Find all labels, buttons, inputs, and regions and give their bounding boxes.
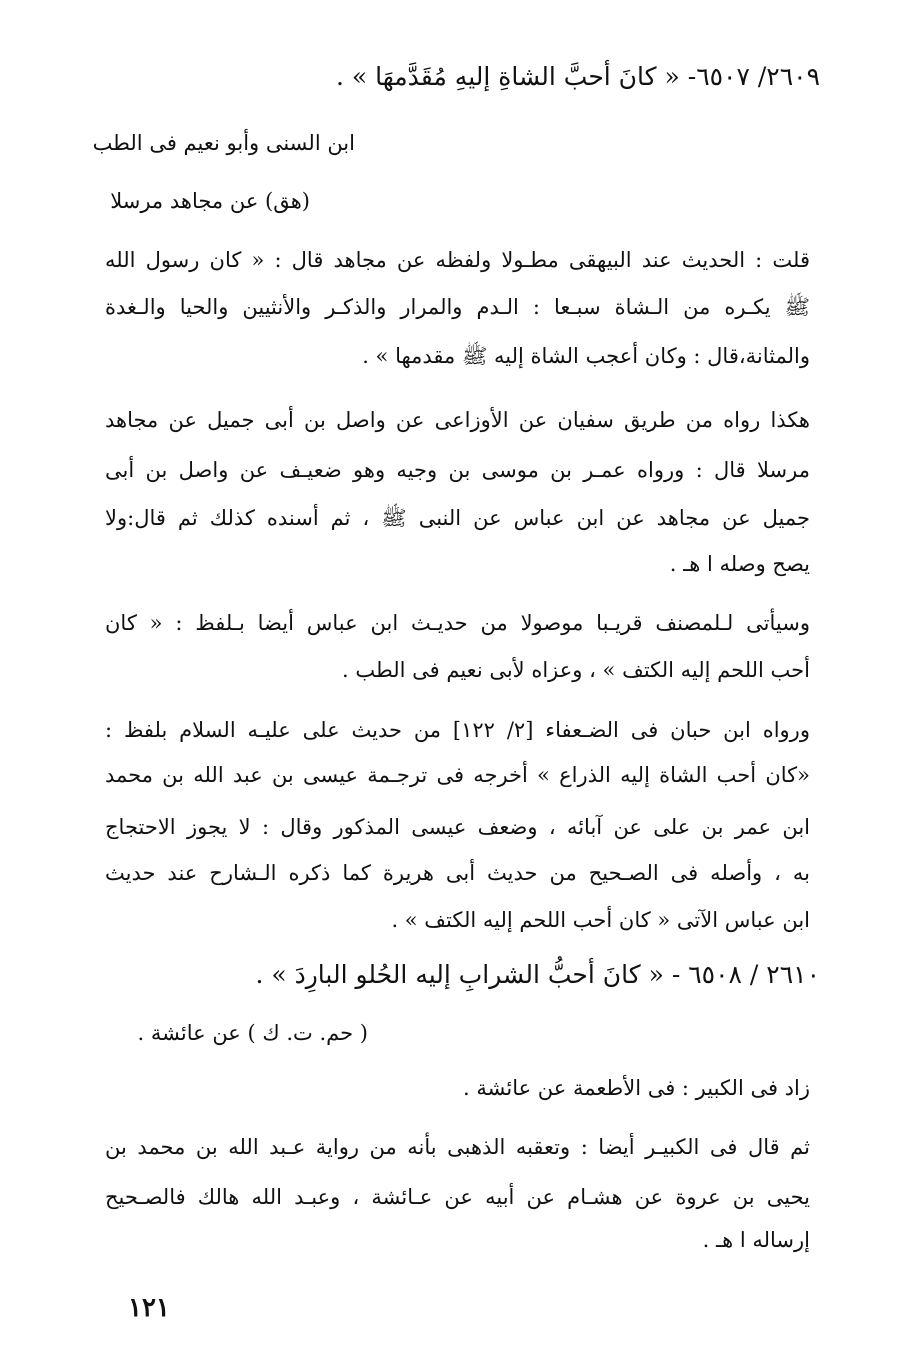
source-line: ابن السنى وأبو نعيم فى الطب xyxy=(92,131,355,155)
commentary-line: يحيى بن عروة عن هشـام عن أبيه عن عـائشة ، وعبـد الله هالك فالصـحيح xyxy=(105,1185,810,1209)
commentary-line: أحب اللحم إليه الكتف » ، وعزاه لأبى نعيم فى الطب . xyxy=(342,658,810,682)
commentary-line: به ، وأصله فى الصـحيح من حديث أبى هريرة كما ذكره الـشارح عند حديث xyxy=(105,861,810,885)
source-line: ( حم. ت. ك ) عن عائشة . xyxy=(137,1021,368,1045)
commentary-line: والمثانة،قال : وكان أعجب الشاة إليه ﷺ مقدمها » . xyxy=(362,344,810,368)
commentary-line: ثم قال فى الكبيـر أيضا : وتعقبه الذهبى بأنه من رواية عـبد الله بن محمد بن xyxy=(105,1135,810,1159)
commentary-line: ﷺ يكـره من الـشاة سبـعا : الـدم والمرار والذكـر والأنثيين والحيا والـغدة xyxy=(105,295,810,319)
commentary-line: مرسلا قال : ورواه عمـر بن موسى بن وجيه وهو ضعيـف عن واصل بن أبى xyxy=(105,458,810,482)
commentary-line: «كان أحب الشاة إليه الذراع » أخرجه فى ترجـمة عيسى بن عبد الله بن محمد xyxy=(105,763,810,787)
commentary-line: يصح وصله ا هـ . xyxy=(669,552,810,576)
hadith-heading-2610: ٢٦١٠ / ٦٥٠٨ - « كانَ أحبُّ الشرابِ إليه الحُلو البارِدَ » . xyxy=(255,960,820,989)
page-number: ١٢١ xyxy=(128,1293,170,1323)
commentary-line: ابن عمر بن على عن آبائه ، وضعف عيسى المذكور وقال : لا يجوز الاحتجاج xyxy=(105,815,810,839)
commentary-line: جميل عن مجاهد عن ابن عباس عن النبى ﷺ ، ثم أسنده كذلك ثم قال:ولا xyxy=(105,506,810,530)
commentary-line: ورواه ابن حبان فى الضـعفاء [٢/ ١٢٢] من حديث على عليـه السلام بلفظ : xyxy=(105,718,810,742)
commentary-line: هكذا رواه من طريق سفيان عن الأوزاعى عن واصل بن أبى جميل عن مجاهد xyxy=(105,408,810,432)
source-line: (هق) عن مجاهد مرسلا xyxy=(110,189,310,213)
commentary-line: وسيأتى لـلمصنف قريـبا موصولا من حديـث ابن عباس أيضا بـلفظ : « كان xyxy=(105,611,810,635)
commentary-line: زاد فى الكبير : فى الأطعمة عن عائشة . xyxy=(463,1076,810,1100)
hadith-heading-2609: ٢٦٠٩/ ٦٥٠٧- « كانَ أحبَّ الشاةِ إليهِ مُقَدَّمهَا » . xyxy=(336,62,820,91)
commentary-line: قلت : الحديث عند البيهقى مطـولا ولفظه عن مجاهد قال : « كان رسول الله xyxy=(105,248,810,272)
commentary-line: ابن عباس الآتى « كان أحب اللحم إليه الكتف » . xyxy=(391,908,810,932)
commentary-line: إرساله ا هـ . xyxy=(702,1228,810,1252)
